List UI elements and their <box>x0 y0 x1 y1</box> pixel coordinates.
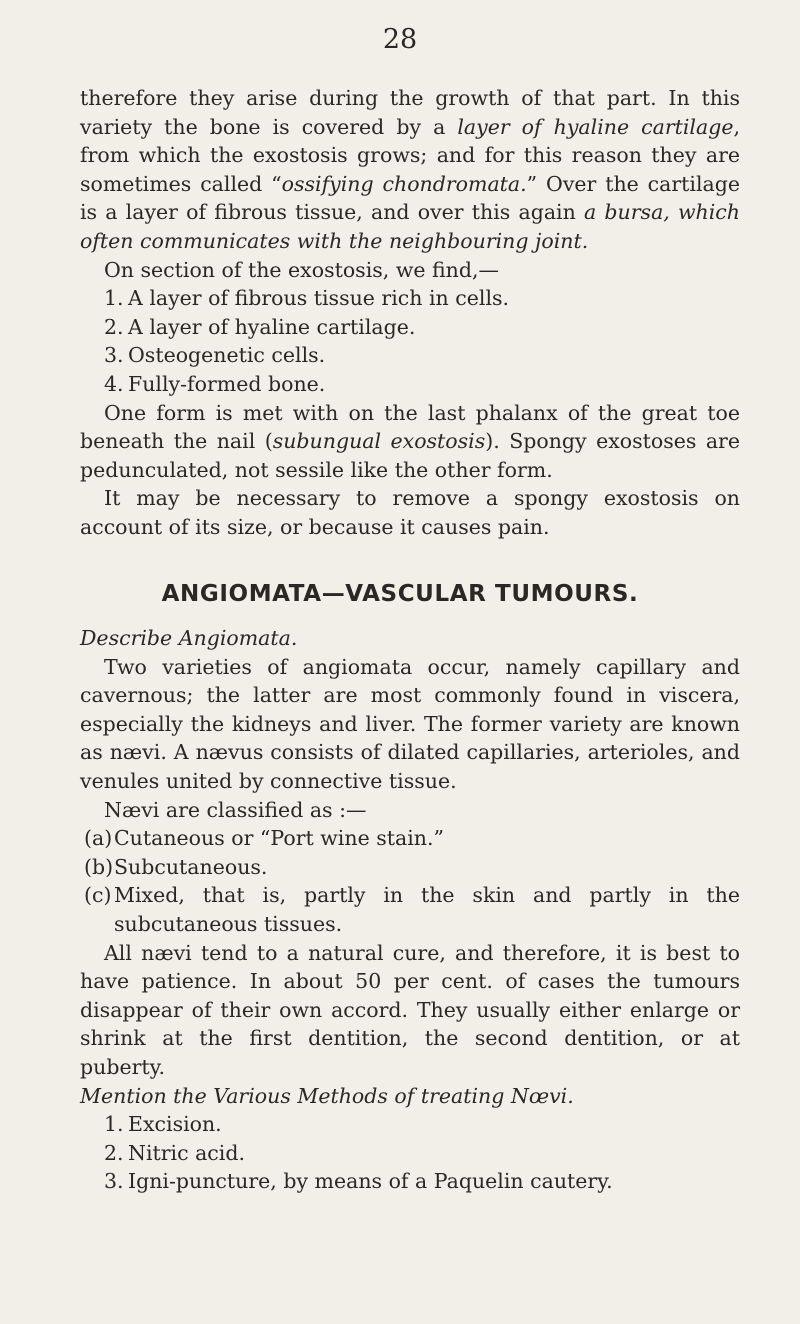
naevi-intro: Nævi are classified as :— <box>104 797 367 822</box>
form-paragraph: One form is met with on the last phalanx of the great toe beneath the nail (subungual exostosis). Spongy exostoses are pedunculated, not sessile like the other form. <box>80 400 740 482</box>
list-item: 2. Nitric acid. <box>104 1140 245 1165</box>
list-item: 4. Fully-formed bone. <box>104 371 326 396</box>
methods-list <box>80 1110 740 1196</box>
list-item: (b)Subcutaneous. <box>84 854 268 879</box>
section-list <box>80 284 740 398</box>
list-item: 3. Igni-puncture, by means of a Paquelin cautery. <box>104 1169 613 1194</box>
intro-paragraph: therefore they arise during the growth of that part. In this variety the bone is covered by a layer of hyaline cartilage, from which the exostosis grows; and for this reason they are sometimes called “ossifying chondromata.” Over the cartilage is a layer of fibrous tissue, and over this again a bursa, which often communicates with the neighbouring joint. <box>80 86 741 253</box>
list-item: 3. Osteogenetic cells. <box>104 343 326 368</box>
page-body <box>80 84 740 1196</box>
question-heading: Mention the Various Methods of treating Nœvi. <box>80 1083 574 1108</box>
varieties-paragraph: Two varieties of angiomata occur, namely capillary and cavernous; the latter are most commonly found in viscera, especially the kidneys and liver. The former variety are known as nævi. A nævus consists of dilated capillaries, arterioles, and venules united by connective tissue. <box>80 654 740 794</box>
list-item: 2. A layer of hyaline cartilage. <box>104 314 416 339</box>
section-heading: ANGIOMATA—VASCULAR TUMOURS. <box>161 580 639 607</box>
question-heading: Describe Angiomata. <box>80 626 298 651</box>
page-number: 28 <box>382 24 418 55</box>
list-item: 1. A layer of fibrous tissue rich in cells. <box>104 286 510 311</box>
list-item: (c) Mixed, that is, partly in the skin and partly in the subcutaneous tissues. <box>84 883 740 937</box>
remove-paragraph: It may be necessary to remove a spongy exostosis on account of its size, or because it causes pain. <box>80 486 740 539</box>
section-intro: On section of the exostosis, we find,— <box>104 257 500 282</box>
naevi-list <box>80 824 740 938</box>
cure-paragraph: All nævi tend to a natural cure, and therefore, it is best to have patience. In about 50 per cent. of cases the tumours disappear of their own accord. They usually either enlarge or shrink at the first dentition, the second dentition, or at puberty. <box>80 940 740 1079</box>
list-item: (a)Cutaneous or “Port wine stain.” <box>84 826 444 851</box>
list-item: 1. Excision. <box>104 1112 222 1137</box>
